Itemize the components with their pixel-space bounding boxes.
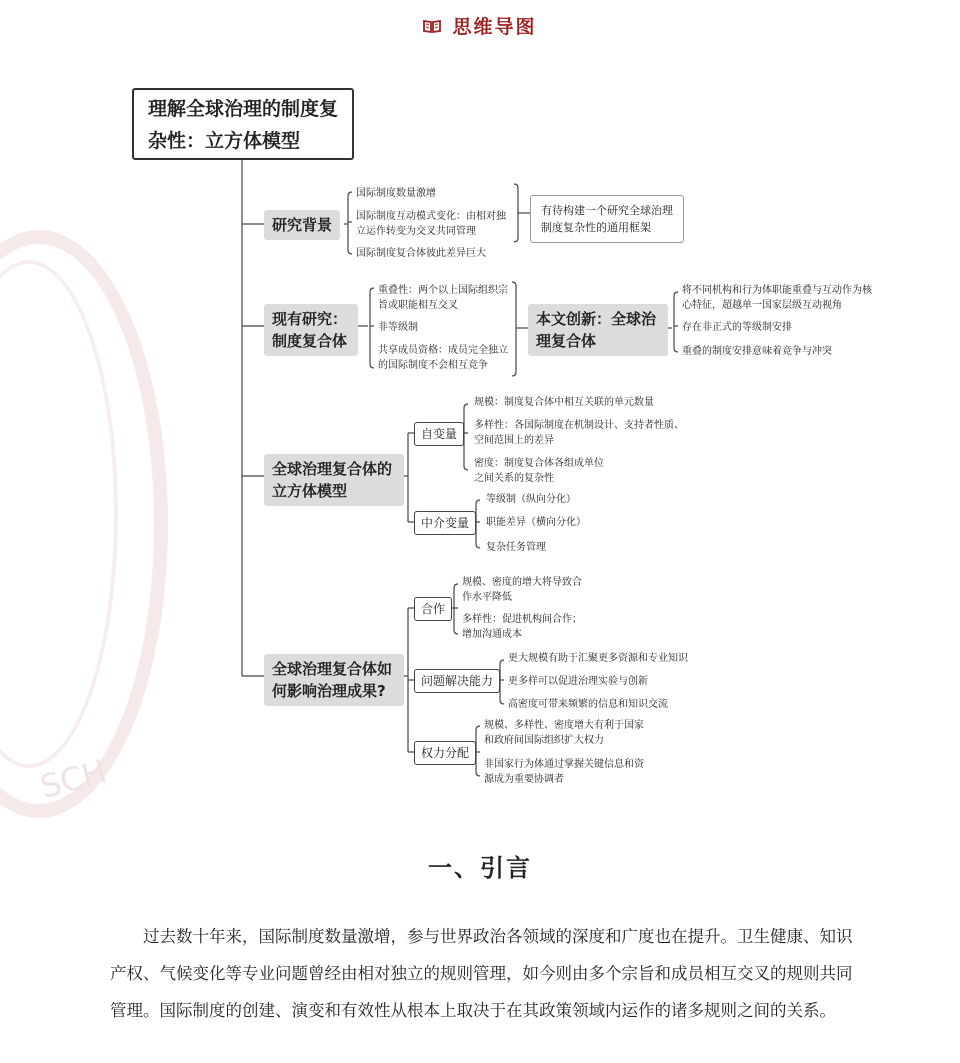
leaf-problem-2: 更多样可以促进治理实验与创新 [508, 676, 648, 687]
leaf-independent-2: 多样性：各国际制度在机制设计、支持者性质、空间范围上的差异 [474, 420, 684, 446]
node-cooperation: 合作 [414, 597, 452, 621]
leaf-problem-1: 更大规模有助于汇聚更多资源和专业知识 [508, 653, 688, 664]
leaf-background-1: 国际制度数量激增 [356, 188, 436, 199]
header-title: 思维导图 [452, 16, 537, 38]
leaf-existing-1: 重叠性：两个以上国际组织宗旨或职能相互交叉 [378, 285, 508, 311]
leaf-innovation-2: 存在非正式的等级制安排 [682, 322, 792, 333]
mindmap-root: 理解全球治理的制度复杂性：立方体模型 [132, 88, 354, 160]
section-paragraph [110, 918, 858, 1029]
leaf-innovation-3: 重叠的制度安排意味着竞争与冲突 [682, 346, 832, 357]
node-power-distribution: 权力分配 [414, 741, 476, 765]
node-innovation: 本文创新：全球治理复合体 [528, 304, 668, 356]
node-problem-solving: 问题解决能力 [414, 669, 500, 693]
leaf-cooperation-2: 多样性：促进机构间合作；增加沟通成本 [462, 614, 582, 640]
node-independent-variable: 自变量 [414, 422, 464, 446]
leaf-independent-1: 规模：制度复合体中相互关联的单元数量 [474, 397, 654, 408]
node-existing-research: 现有研究：制度复合体 [264, 304, 358, 356]
leaf-mediating-1: 等级制（纵向分化） [486, 494, 576, 505]
note-framework: 有待构建一个研究全球治理制度复杂性的通用框架 [530, 195, 684, 243]
leaf-problem-3: 高密度可带来频繁的信息和知识交流 [508, 699, 668, 710]
leaf-innovation-1: 将不同机构和行为体职能重叠与互动作为核心特征，超越单一国家层级互动视角 [682, 285, 872, 311]
node-research-background: 研究背景 [264, 210, 340, 240]
section-title: 一、引言 [428, 854, 532, 882]
leaf-existing-3: 共享成员资格：成员完全独立的国际制度不会相互竞争 [378, 345, 508, 371]
watermark-seal-text: SCH [36, 752, 111, 806]
leaf-mediating-2: 职能差异（横向分化） [486, 517, 586, 528]
paragraph-text: 过去数十年来，国际制度数量激增，参与世界政治各领域的深度和广度也在提升。卫生健康、知识产权、气候变化等专业问题曾经由相对独立的规则管理，如今则由多个宗旨和成员相互交叉的规则共同管理。国际制度的创建、演变和有效性从根本上取决于在其政策领域内运作的诸多规则之间的关系。 [110, 927, 853, 1020]
node-cube-model: 全球治理复合体的立方体模型 [264, 454, 404, 506]
node-mediating-variable: 中介变量 [414, 511, 476, 535]
leaf-power-1: 规模、多样性、密度增大有利于国家和政府间国际组织扩大权力 [484, 720, 644, 746]
leaf-power-2: 非国家行为体通过掌握关键信息和资源成为重要协调者 [484, 759, 644, 785]
leaf-background-2: 国际制度互动模式变化：由相对独立运作转变为交叉共同管理 [356, 211, 506, 237]
leaf-independent-3: 密度：制度复合体各组成单位之间关系的复杂性 [474, 458, 604, 484]
leaf-mediating-3: 复杂任务管理 [486, 542, 546, 553]
leaf-background-3: 国际制度复合体彼此差异巨大 [356, 248, 486, 259]
leaf-cooperation-1: 规模、密度的增大将导致合作水平降低 [462, 577, 582, 603]
leaf-existing-2: 非等级制 [378, 322, 418, 333]
node-outcomes: 全球治理复合体如何影响治理成果? [264, 654, 404, 706]
